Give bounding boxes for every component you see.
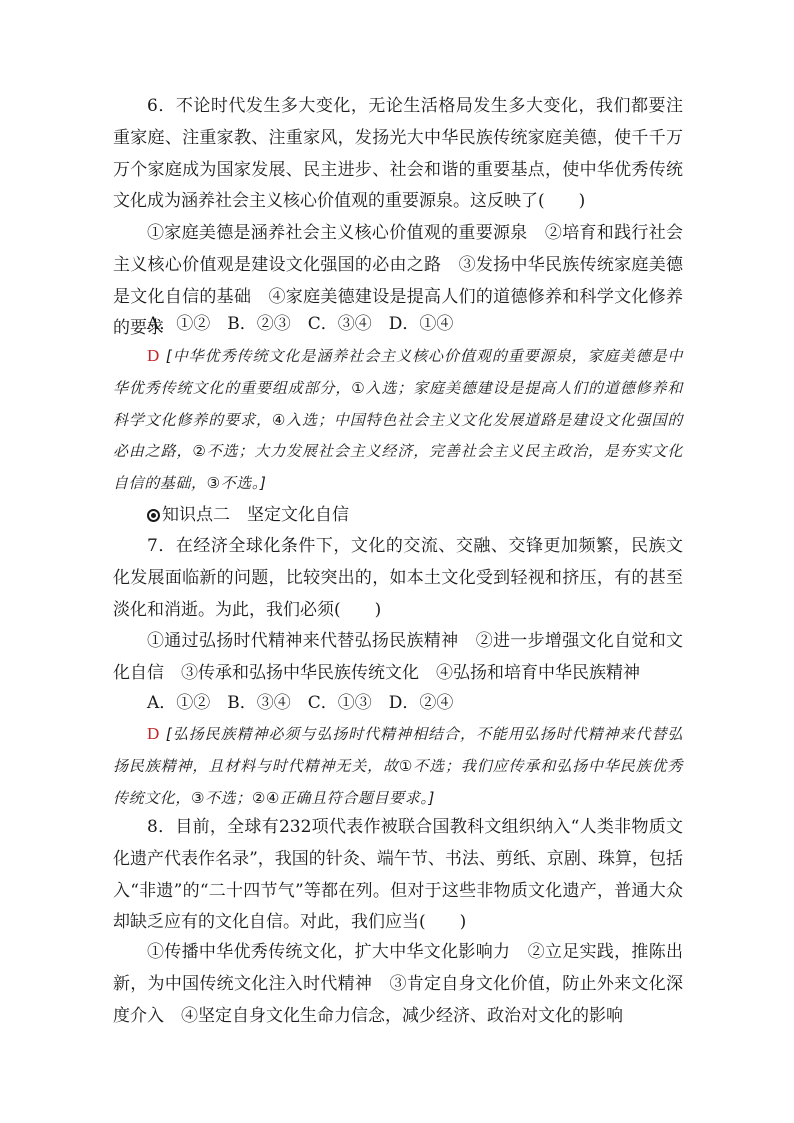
q6-stem: 6．不论时代发生多大变化，无论生活格局发生多大变化，我们都要注重家庭、注重家教、注重家风，发扬光大中华民族传统家庭美德，使千千万万个家庭成为国家发展、民主进步、社会和谐的重要基点，使中华优秀传统文化成为涵养社会主义核心价值观的重要源泉。这反映了( ) [113, 96, 683, 212]
section-heading [147, 500, 349, 532]
q6-statements: ①家庭美德是涵养社会主义核心价值观的重要源泉 ②培育和践行社会主义核心价值观是建设文化强国的必由之路 ③发扬中华民族传统家庭美德是文化自信的基础 ④家庭美德建设是提高人们的道德修养和科学文化修养的要求 [113, 223, 683, 339]
q7-answer [113, 718, 683, 814]
q7-stem: 7．在经济全球化条件下，文化的交流、交融、交锋更加频繁，民族文化发展面临新的问题，比较突出的，如本土文化受到轻视和挤压，有的甚至淡化和消逝。为此，我们必须( ) [113, 536, 683, 620]
q7-options: A．①② B．③④ C．①③ D．②④ [147, 693, 454, 713]
q6-options: A．①② B．②③ C．③④ D．①④ [147, 314, 454, 334]
q8-statements: ①传播中华优秀传统文化，扩大中华文化影响力 ②立足实践，推陈出新，为中国传统文化注入时代精神 ③肯定自身文化价值，防止外来文化深度介入 ④坚定自身文化生命力信念，减少经济、政治对文化的影响 [113, 942, 683, 1026]
q8-stem: 8．目前，全球有232项代表作被联合国教科文组织纳入“人类非物质文化遗产代表作名录”，我国的针灸、端午节、书法、剪纸、京剧、珠算，包括入“非遗”的“二十四节气”等都在列。但对于这些非物质文化遗产，普通大众却缺乏应有的文化自信。对此，我们应当( ) [113, 817, 683, 933]
section-bullet-icon [147, 509, 160, 522]
section-title: 知识点二 坚定文化自信 [162, 505, 349, 525]
q6-answer [113, 340, 683, 500]
q6-explanation: [中华优秀传统文化是涵养社会主义核心价值观的重要源泉，家庭美德是中华优秀传统文化的重要组成部分，①入选；家庭美德建设是提高人们的道德修养和科学文化修养的要求，④入选；中国特色社会主义文化发展道路是建设文化强国的必由之路，②不选；大力发展社会主义经济，完善社会主义民主政治，是夯实文化自信的基础，③不选。] [113, 347, 683, 493]
q7-statements: ①通过弘扬时代精神来代替弘扬民族精神 ②进一步增强文化自觉和文化自信 ③传承和弘扬中华民族传统文化 ④弘扬和培育中华民族精神 [113, 631, 683, 683]
q7-explanation: [弘扬民族精神必须与弘扬时代精神相结合，不能用弘扬时代精神来代替弘扬民族精神，且材料与时代精神无关，故①不选；我们应传承和弘扬中华民族优秀传统文化，③不选；②④正确且符合题目要求。] [113, 725, 683, 807]
q6-answer-letter: D [147, 346, 160, 365]
q7-answer-letter: D [147, 724, 160, 743]
